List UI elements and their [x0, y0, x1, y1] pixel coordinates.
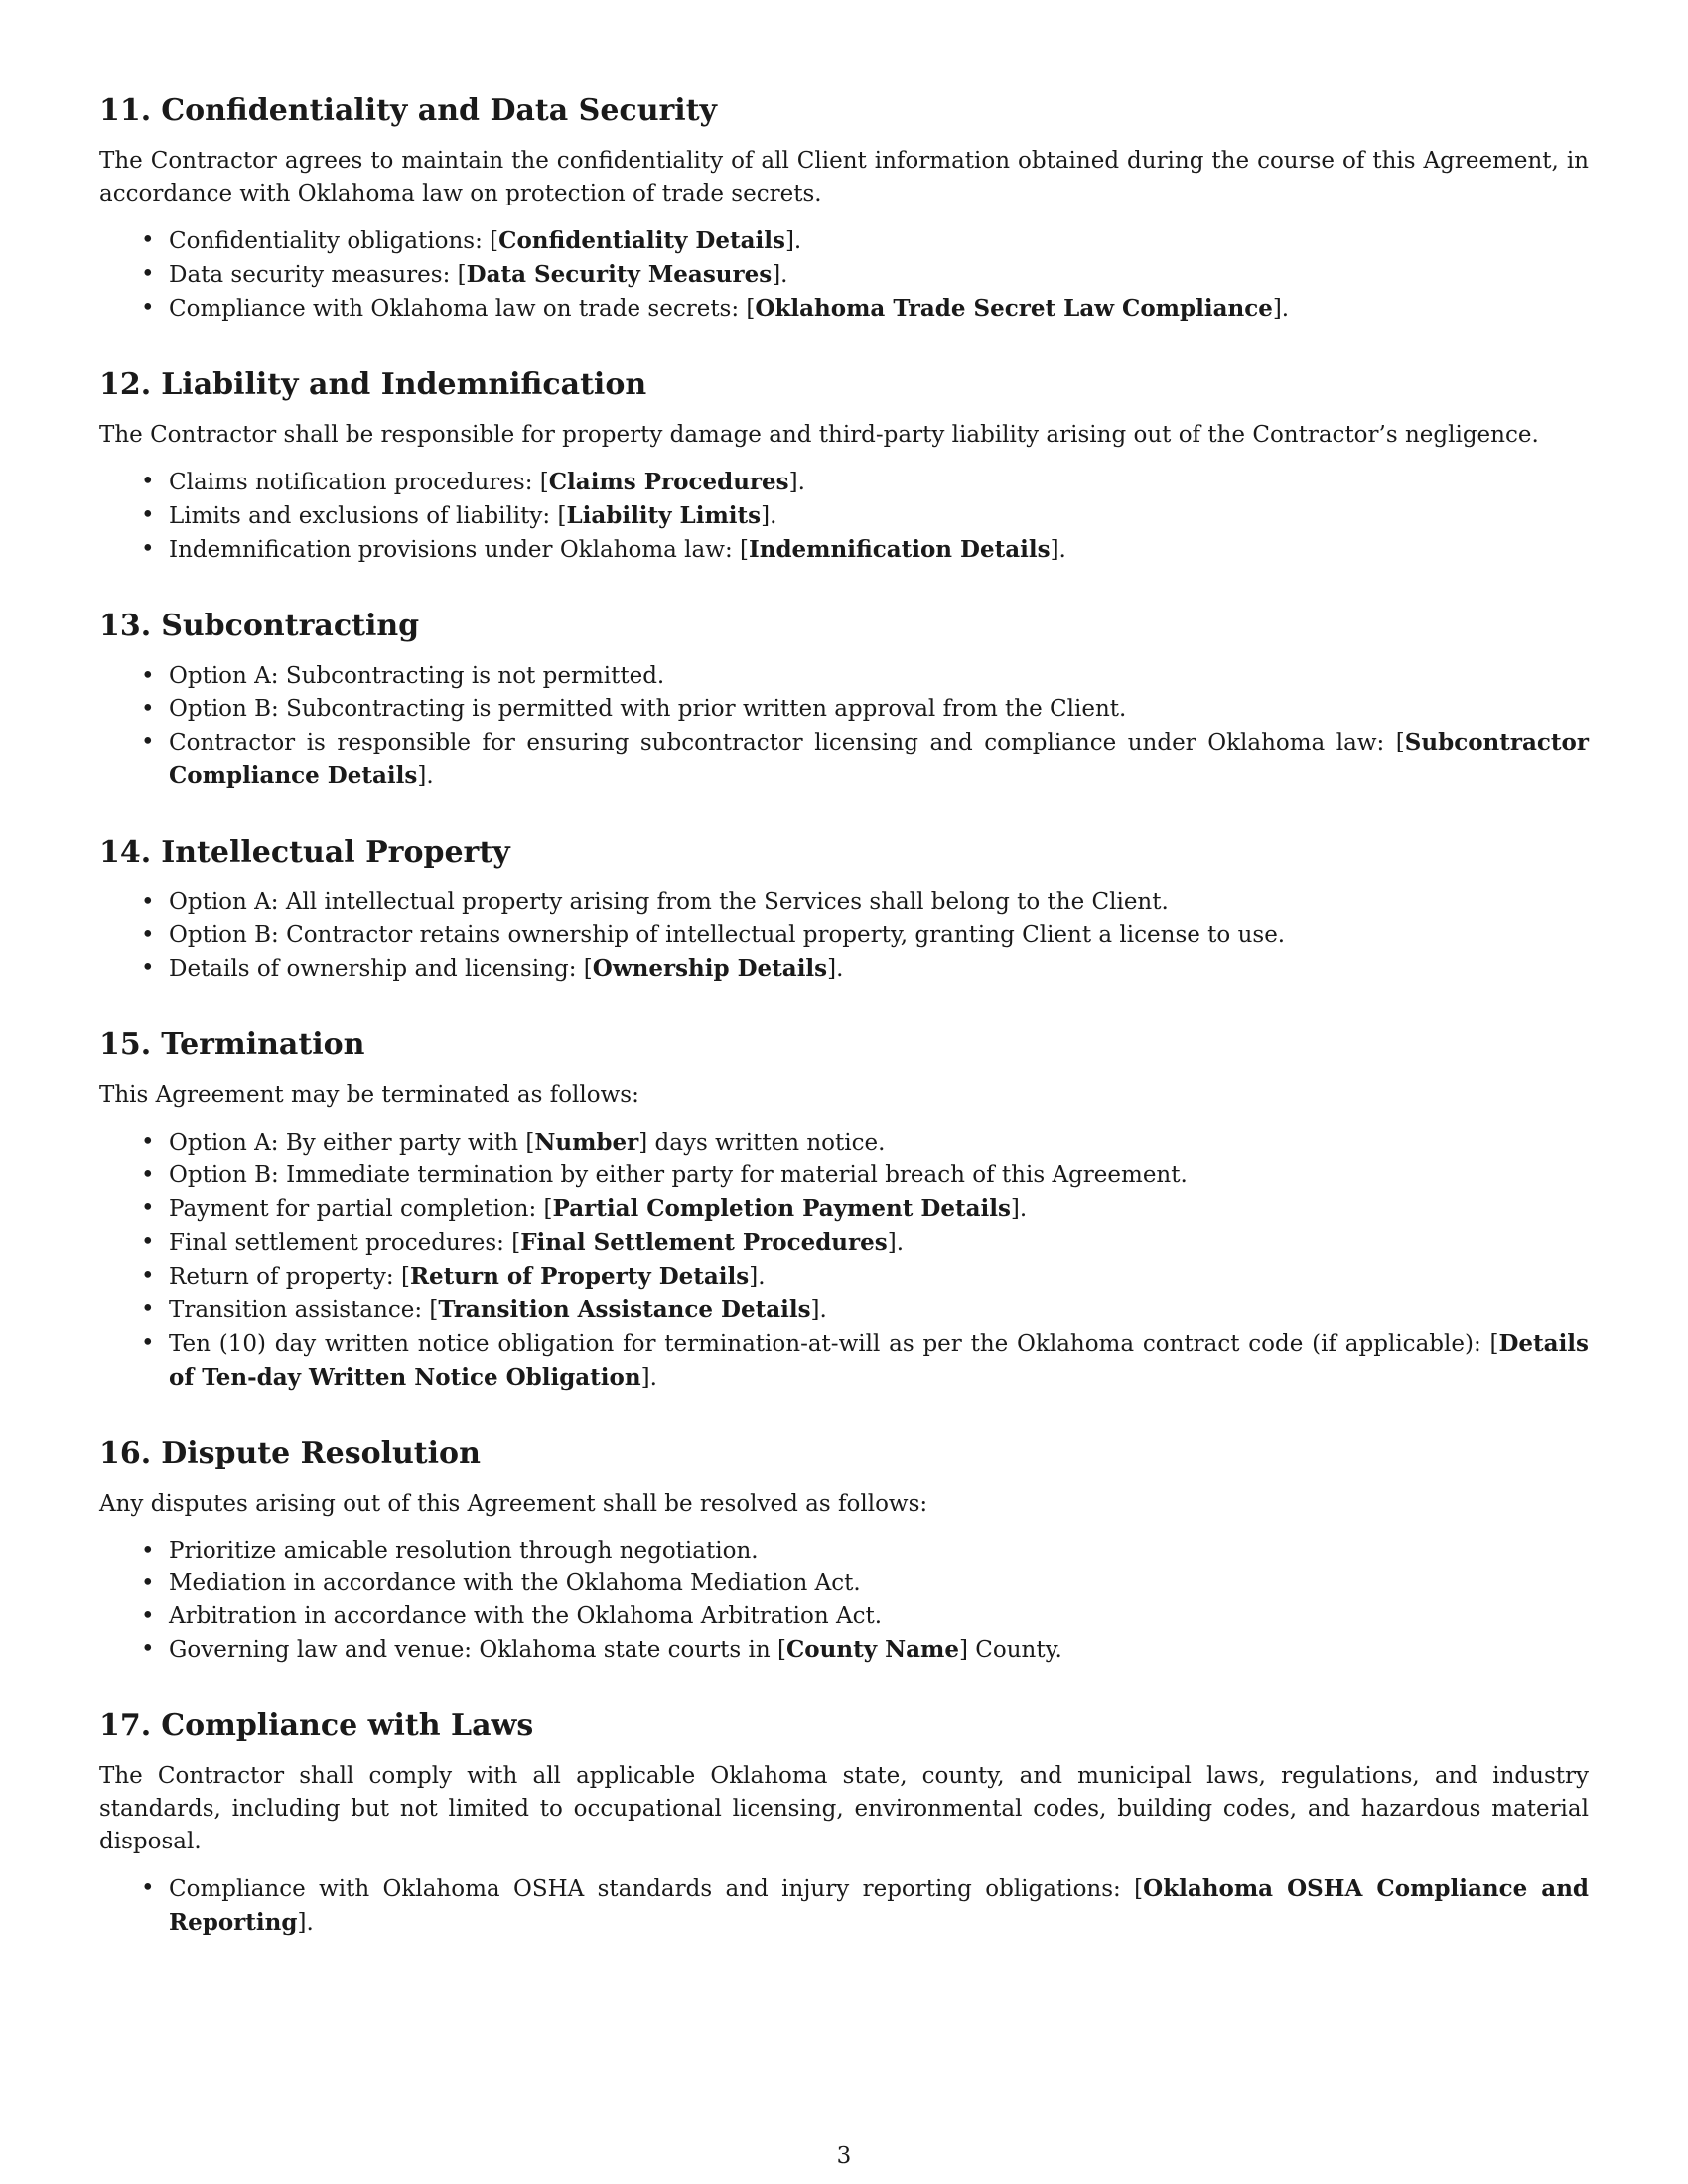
list-item [99, 1568, 1589, 1600]
item-text: Details of ownership and licensing: [ [169, 956, 593, 982]
section-intro: The Contractor shall comply with all applicable Oklahoma state, county, and municipal laws, regulations, and industry standards, including but not limited to occupational licensing, environmental codes, building codes, and hazardous material disposal. [99, 1763, 1589, 1854]
list-item [99, 1294, 1589, 1327]
item-placeholder: Subcontractor Compliance Details [169, 729, 1589, 789]
list-item [99, 1633, 1589, 1667]
list-item [99, 466, 1589, 499]
list-item [99, 499, 1589, 533]
item-placeholder: County Name [786, 1636, 959, 1663]
list-item [99, 726, 1589, 793]
list-item [99, 1535, 1589, 1568]
item-text: Limits and exclusions of liability: [ [169, 503, 567, 529]
section-heading [99, 607, 1589, 646]
list-item [99, 1226, 1589, 1260]
section-intellectual-property [99, 833, 1589, 986]
item-text-end: ]. [417, 763, 434, 789]
section-confidentiality [99, 91, 1589, 326]
item-text: Claims notification procedures: [ [169, 470, 549, 495]
list-item [99, 919, 1589, 952]
item-text-end: ]. [827, 956, 844, 982]
item-text-end: ]. [810, 1297, 827, 1323]
item-text-end: ]. [761, 503, 777, 529]
item-placeholder: Transition Assistance Details [438, 1297, 811, 1323]
item-text-end: ] days written notice. [638, 1130, 886, 1156]
section-heading [99, 833, 1589, 873]
item-text: Return of property: [ [169, 1264, 410, 1290]
list-item [99, 224, 1589, 258]
section-title: Subcontracting [161, 609, 420, 643]
item-text-end: ]. [297, 1910, 314, 1936]
item-text: Arbitration in accordance with the Oklahoma Arbitration Act. [169, 1603, 883, 1629]
section-intro: Any disputes arising out of this Agreement shall be resolved as follows: [99, 1491, 928, 1517]
item-text: Option A: Subcontracting is not permitted. [169, 663, 665, 689]
item-text-end: ]. [1272, 296, 1290, 322]
item-placeholder: Oklahoma Trade Secret Law Compliance [755, 295, 1273, 322]
bullet-list [99, 1535, 1589, 1667]
item-placeholder: Number [534, 1129, 639, 1156]
list-item [99, 887, 1589, 919]
item-text: Contractor is responsible for ensuring subcontractor licensing and compliance under Oklahoma law: [ [169, 730, 1405, 755]
bullet-list [99, 887, 1589, 986]
item-placeholder: Data Security Measures [466, 261, 773, 288]
section-heading [99, 1025, 1589, 1065]
item-text-end: ]. [772, 262, 788, 288]
section-title: Termination [161, 1027, 365, 1062]
item-placeholder: Confidentiality Details [498, 227, 785, 254]
item-text: Transition assistance: [ [169, 1297, 439, 1323]
page-number: 3 [836, 2143, 852, 2169]
section-number: 15. [99, 1027, 152, 1062]
item-text: Compliance with Oklahoma law on trade secrets: [ [169, 296, 756, 322]
section-title: Confidentiality and Data Security [161, 93, 717, 128]
section-title: Compliance with Laws [161, 1708, 534, 1743]
item-text: Option B: Subcontracting is permitted with prior written approval from the Client. [169, 696, 1127, 722]
section-number: 12. [99, 367, 152, 402]
item-placeholder: Ownership Details [592, 955, 828, 982]
list-item [99, 258, 1589, 292]
item-text: Indemnification provisions under Oklahoma law: [ [169, 537, 749, 563]
list-item [99, 533, 1589, 567]
section-intro: This Agreement may be terminated as follows: [99, 1082, 639, 1108]
item-placeholder: Indemnification Details [748, 536, 1051, 563]
list-item [99, 1160, 1589, 1192]
list-item [99, 1872, 1589, 1940]
list-item [99, 660, 1589, 693]
list-item [99, 1327, 1589, 1395]
section-intro: The Contractor shall be responsible for property damage and third-party liability arising out of the Contractor’s negligence. [99, 422, 1539, 448]
item-text: Compliance with Oklahoma OSHA standards and injury reporting obligations: [ [169, 1876, 1144, 1902]
section-title: Intellectual Property [161, 835, 510, 870]
list-item [99, 1600, 1589, 1633]
item-text: Prioritize amicable resolution through negotiation. [169, 1538, 759, 1564]
item-text-end: ]. [887, 1230, 905, 1256]
section-liability [99, 365, 1589, 567]
bullet-list [99, 660, 1589, 793]
section-number: 11. [99, 93, 152, 128]
section-intro: The Contractor agrees to maintain the confidentiality of all Client information obtained during the course of this Agreement, in accordance with Oklahoma law on protection of trade secrets. [99, 148, 1589, 206]
item-text-end: ]. [1010, 1196, 1028, 1222]
item-text: Payment for partial completion: [ [169, 1196, 553, 1222]
section-number: 17. [99, 1708, 152, 1743]
item-text: Mediation in accordance with the Oklahoma Mediation Act. [169, 1570, 861, 1596]
list-item [99, 693, 1589, 726]
item-placeholder: Partial Completion Payment Details [552, 1195, 1011, 1222]
section-termination [99, 1025, 1589, 1395]
section-title: Liability and Indemnification [161, 367, 647, 402]
bullet-list [99, 1872, 1589, 1940]
item-text-end: ]. [788, 470, 805, 495]
item-text-end: ]. [640, 1365, 657, 1391]
bullet-list [99, 1126, 1589, 1395]
bullet-list [99, 466, 1589, 567]
section-number: 16. [99, 1436, 152, 1471]
section-title: Dispute Resolution [161, 1436, 481, 1471]
item-text: Governing law and venue: Oklahoma state courts in [ [169, 1637, 786, 1663]
section-compliance [99, 1706, 1589, 1940]
item-text: Data security measures: [ [169, 262, 467, 288]
list-item [99, 1260, 1589, 1294]
section-dispute-resolution [99, 1434, 1589, 1667]
item-placeholder: Liability Limits [566, 502, 762, 529]
item-placeholder: Claims Procedures [548, 469, 789, 495]
section-subcontracting [99, 607, 1589, 793]
item-text: Option A: All intellectual property arising from the Services shall belong to the Client. [169, 889, 1169, 915]
bullet-list [99, 224, 1589, 326]
section-number: 13. [99, 609, 152, 643]
item-text: Option B: Contractor retains ownership of intellectual property, granting Client a license to use. [169, 922, 1286, 948]
document-page [99, 91, 1589, 1979]
section-heading [99, 1706, 1589, 1746]
item-placeholder: Details of Ten-day Written Notice Obligation [169, 1330, 1589, 1391]
item-text-end: ]. [1050, 537, 1066, 563]
list-item [99, 1192, 1589, 1226]
item-text-end: ] County. [958, 1637, 1062, 1663]
list-item [99, 1126, 1589, 1160]
item-placeholder: Return of Property Details [409, 1263, 750, 1290]
item-text: Option A: By either party with [ [169, 1130, 535, 1156]
item-text: Confidentiality obligations: [ [169, 228, 499, 254]
item-text: Final settlement procedures: [ [169, 1230, 521, 1256]
item-text: Option B: Immediate termination by either party for material breach of this Agreement. [169, 1162, 1188, 1188]
section-heading [99, 365, 1589, 405]
item-text-end: ]. [784, 228, 802, 254]
list-item [99, 952, 1589, 986]
section-heading [99, 1434, 1589, 1474]
section-heading [99, 91, 1589, 131]
list-item [99, 292, 1589, 326]
item-text: Ten (10) day written notice obligation for termination-at-will as per the Oklahoma contract code (if applicable): [ [169, 1331, 1499, 1357]
section-number: 14. [99, 835, 152, 870]
item-placeholder: Final Settlement Procedures [520, 1229, 888, 1256]
item-placeholder: Oklahoma OSHA Compliance and Reporting [169, 1875, 1589, 1936]
item-text-end: ]. [749, 1264, 766, 1290]
